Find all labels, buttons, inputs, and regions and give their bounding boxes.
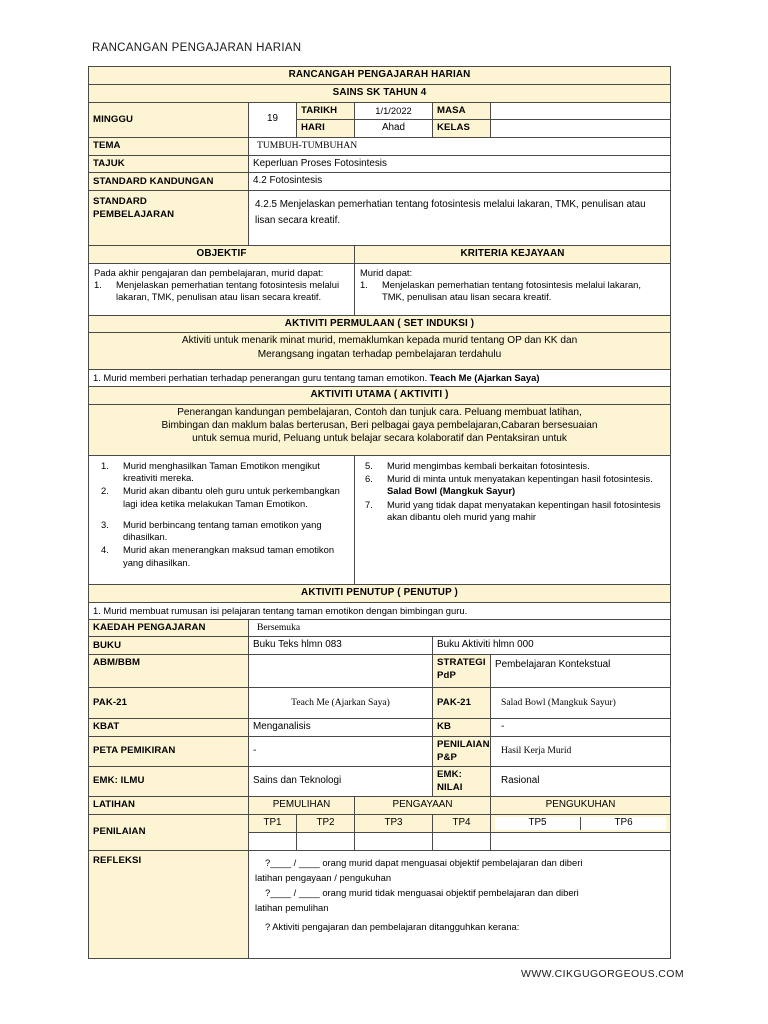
pak21-value[interactable]: Teach Me (Ajarkan Saya): [249, 688, 433, 719]
penutup-note[interactable]: 1. Murid membuat rumusan isi pelajaran tentang taman emotikon dengan bimbingan guru.: [89, 602, 671, 619]
permulaan-note-text: 1. Murid memberi perhatian terhadap penerangan guru tentang taman emotikon.: [93, 371, 430, 383]
kaedah-label: KAEDAH PENGAJARAN: [89, 619, 249, 636]
list-item-number: 5.: [365, 460, 373, 472]
table-row: [89, 191, 671, 246]
tema-label: TEMA: [89, 138, 249, 155]
penilaian-label: PENILAIAN: [89, 814, 249, 850]
tema-value[interactable]: TUMBUH-TUMBUHAN: [249, 138, 671, 155]
utama-left-list-cont: [101, 519, 348, 569]
minggu-label: MINGGU: [89, 102, 249, 137]
list-item-number: 2.: [101, 485, 109, 497]
table-row: [89, 386, 671, 404]
refleksi-label: REFLEKSI: [89, 850, 249, 958]
buku-aktiviti-value[interactable]: Buku Aktiviti hlmn 000: [433, 637, 671, 655]
lesson-plan-table: [88, 66, 671, 959]
list-item-text: Menjelaskan pemerhatian tentang fotosintesis melalui lakaran, TMK, penulisan atau lisan secara kreatif.: [382, 279, 642, 303]
masa-label: MASA: [433, 102, 491, 119]
table-row: [89, 456, 671, 585]
utama-description: [89, 404, 671, 455]
refleksi-line2: latihan pengayaan / pengukuhan: [255, 871, 392, 883]
objektif-body[interactable]: [89, 263, 355, 315]
table-row: [89, 767, 671, 797]
list-item-number: 3.: [101, 518, 109, 530]
table-row: [89, 246, 671, 264]
standard-kandungan-value[interactable]: 4.2 Fotosintesis: [249, 173, 671, 191]
pak21-right-label: PAK-21: [433, 688, 491, 719]
list-item: [101, 485, 348, 509]
utama-left-list: [101, 460, 348, 510]
tp-value-3[interactable]: [355, 832, 433, 850]
tp-value-5-6[interactable]: [491, 832, 671, 850]
tp-label-1: TP1: [249, 814, 297, 832]
list-item-text: Menjelaskan pemerhatian tentang fotosintesis melalui lakaran, TMK, penulisan atau lisan secara kreatif.: [116, 279, 340, 303]
kriteria-list: [360, 279, 665, 303]
tp-label-3: TP3: [355, 814, 433, 832]
list-item: [94, 279, 349, 303]
peta-label: PETA PEMIKIRAN: [89, 737, 249, 767]
list-item: [101, 460, 348, 484]
list-item-text: Murid akan menerangkan maksud taman emotikon yang dihasilkan.: [123, 544, 335, 568]
abm-value[interactable]: [249, 655, 433, 688]
utama-left-activities[interactable]: [89, 456, 355, 585]
list-item-number: 1.: [360, 279, 368, 291]
refleksi-line3: ?____ / ____ orang murid tidak menguasai objektif pembelajaran dan diberi: [265, 887, 579, 899]
masa-value[interactable]: [491, 102, 671, 119]
pak21-right-value[interactable]: Salad Bowl (Mangkuk Sayur): [491, 688, 671, 719]
strategi-label: STRATEGI PdP: [433, 655, 491, 688]
latihan-group-pengukuhan: PENGUKUHAN: [491, 796, 671, 814]
page-title: RANCANGAN PENGAJARAN HARIAN: [92, 42, 302, 54]
kbat-value[interactable]: Menganalisis: [249, 719, 433, 737]
table-row: [89, 584, 671, 602]
tajuk-value[interactable]: Keperluan Proses Fotosintesis: [249, 155, 671, 173]
standard-pembelajaran-label: [89, 191, 249, 246]
objektif-list: [94, 279, 349, 303]
penutup-header: AKTIVITI PENUTUP ( PENUTUP ): [89, 584, 671, 602]
refleksi-line1: ?____ / ____ orang murid dapat menguasai objektif pembelajaran dan diberi: [265, 856, 583, 868]
kaedah-value[interactable]: Bersemuka: [249, 619, 671, 636]
tp-label-6: TP6: [581, 817, 667, 830]
utama-line1: Penerangan kandungan pembelajaran, Contoh dan tunjuk cara. Peluang membuat latihan,: [177, 406, 582, 418]
minggu-value[interactable]: 19: [249, 102, 297, 137]
tajuk-label: TAJUK: [89, 155, 249, 173]
utama-right-list: [365, 460, 664, 523]
tp-subgrid: [495, 817, 666, 830]
permulaan-header: AKTIVITI PERMULAAN ( SET INDUKSI ): [89, 315, 671, 333]
table-row: [89, 173, 671, 191]
table-row: [89, 719, 671, 737]
latihan-group-pemulihan: PEMULIHAN: [249, 796, 355, 814]
permulaan-note-strategy: Teach Me (Ajarkan Saya): [429, 371, 540, 383]
list-item-text: Murid yang tidak dapat menyatakan kepentingan hasil fotosintesis akan dibantu oleh murid yang mahir: [387, 498, 661, 522]
table-row: [89, 637, 671, 655]
standard-pembelajaran-value[interactable]: 4.2.5 Menjelaskan pemerhatian tentang fotosintesis melalui lakaran, TMK, penulisan atau lisan secara kreatif.: [249, 191, 671, 246]
table-row: [89, 155, 671, 173]
kelas-value[interactable]: [491, 120, 671, 138]
table-row: [89, 655, 671, 688]
kelas-label: KELAS: [433, 120, 491, 138]
footer-url: WWW.CIKGUGORGEOUS.COM: [521, 968, 684, 980]
latihan-group-pengayaan: PENGAYAAN: [355, 796, 491, 814]
list-item: [360, 279, 665, 303]
abm-label: ABM/BBM: [89, 655, 249, 688]
table-row: [89, 333, 671, 369]
standard-kandungan-label: STANDARD KANDUNGAN: [89, 173, 249, 191]
strategi-value[interactable]: Pembelajaran Kontekstual: [491, 655, 671, 688]
list-item-number: 1.: [94, 279, 102, 291]
utama-line3: untuk semua murid, Peluang untuk belajar secara kolaboratif dan Pentaksiran untuk: [192, 432, 567, 444]
refleksi-line4: latihan pemulihan: [255, 902, 329, 914]
table-row: [89, 814, 671, 832]
table-row: [89, 102, 671, 119]
table-row: [89, 737, 671, 767]
table-title-bar: RANCANGAH PENGAJARAH HARIAN: [89, 67, 671, 85]
emk-ilmu-label: EMK: ILMU: [89, 767, 249, 797]
kb-value[interactable]: -: [491, 719, 671, 737]
table-row: [89, 369, 671, 386]
list-item-text: Murid mengimbas kembali berkaitan fotosintesis.: [387, 460, 590, 472]
table-row: [89, 619, 671, 636]
peta-value[interactable]: -: [249, 737, 433, 767]
list-item: [101, 519, 348, 543]
list-item-number: 1.: [101, 460, 109, 472]
kriteria-body[interactable]: [355, 263, 671, 315]
list-item-strategy: Salad Bowl (Mangkuk Sayur): [387, 485, 516, 497]
tarikh-label: TARIKH: [297, 102, 355, 119]
table-row: [89, 84, 671, 102]
tarikh-value[interactable]: 1/1/2022: [355, 102, 433, 119]
list-item: [365, 473, 664, 497]
emk-ilmu-value[interactable]: Sains dan Teknologi: [249, 767, 433, 797]
buku-teks-value[interactable]: Buku Teks hlmn 083: [249, 637, 433, 655]
list-item-text: Murid akan dibantu oleh guru untuk perkembangkan lagi idea ketika melakukan Taman Emotikon.: [123, 485, 340, 509]
emk-nilai-label: EMK: NILAI: [433, 767, 491, 797]
list-item: [101, 544, 348, 568]
standard-pembelajaran-label-line2: PEMBELAJARAN: [93, 208, 175, 220]
kb-label: KB: [433, 719, 491, 737]
list-item-number: 6.: [365, 473, 373, 485]
standard-pembelajaran-label-line1: STANDARD: [93, 196, 147, 208]
objektif-header: OBJEKTIF: [89, 246, 355, 264]
tp-label-5: TP5: [495, 817, 581, 830]
tp-value-2[interactable]: [297, 832, 355, 850]
refleksi-line5: ? Aktiviti pengajaran dan pembelajaran ditangguhkan kerana:: [265, 920, 520, 932]
permulaan-body: [89, 333, 671, 369]
table-row: [89, 796, 671, 814]
tp-value-1[interactable]: [249, 832, 297, 850]
permulaan-note[interactable]: [89, 369, 671, 386]
table-row: [89, 67, 671, 85]
tp-label-4: TP4: [433, 814, 491, 832]
tp-label-5-6: [491, 814, 671, 832]
kbat-label: KBAT: [89, 719, 249, 737]
latihan-label: LATIHAN: [89, 796, 249, 814]
list-item: [365, 460, 664, 472]
kriteria-header: KRITERIA KEJAYAAN: [355, 246, 671, 264]
table-row: [89, 688, 671, 719]
table-row: [89, 315, 671, 333]
objektif-intro: Pada akhir pengajaran dan pembelajaran, murid dapat:: [94, 266, 324, 278]
table-row: [89, 404, 671, 455]
utama-right-activities[interactable]: [355, 456, 671, 585]
buku-label: BUKU: [89, 637, 249, 655]
subject-bar: SAINS SK TAHUN 4: [89, 84, 671, 102]
list-item-number: 7.: [365, 498, 373, 510]
kriteria-intro: Murid dapat:: [360, 266, 413, 278]
list-item-number: 4.: [101, 544, 109, 556]
permulaan-line2: Merangsang ingatan terhadap pembelajaran terdahulu: [257, 348, 502, 360]
penilaian-pp-value[interactable]: Hasil Kerja Murid: [491, 737, 671, 767]
list-item-text: Murid di minta untuk menyatakan kepentingan hasil fotosintesis. Salad Bowl (Mangkuk Sayur): [387, 473, 653, 497]
tp-label-2: TP2: [297, 814, 355, 832]
table-row: [89, 602, 671, 619]
utama-header: AKTIVITI UTAMA ( AKTIVITI ): [89, 386, 671, 404]
emk-nilai-value[interactable]: Rasional: [491, 767, 671, 797]
table-row: [89, 138, 671, 155]
hari-value[interactable]: Ahad: [355, 120, 433, 138]
list-spacer: [101, 511, 348, 519]
list-item-text: Murid berbincang tentang taman emotikon yang dihasilkan.: [123, 518, 322, 543]
pak21-label: PAK-21: [89, 688, 249, 719]
table-row: [89, 850, 671, 958]
list-item-text: Murid menghasilkan Taman Emotikon mengikut kreativiti mereka.: [123, 460, 320, 484]
permulaan-line1: Aktiviti untuk menarik minat murid, memaklumkan kepada murid tentang OP dan KK dan: [181, 335, 578, 347]
hari-label: HARI: [297, 120, 355, 138]
refleksi-body[interactable]: [249, 850, 671, 958]
tp-value-4[interactable]: [433, 832, 491, 850]
table-row: [89, 263, 671, 315]
list-item: [365, 499, 664, 523]
utama-line2: Bimbingan dan maklum balas berterusan, Beri pelbagai gaya pembelajaran,Cabaran bersesuaian: [161, 419, 598, 431]
penilaian-pp-label: PENILAIAN P&P: [433, 737, 491, 767]
